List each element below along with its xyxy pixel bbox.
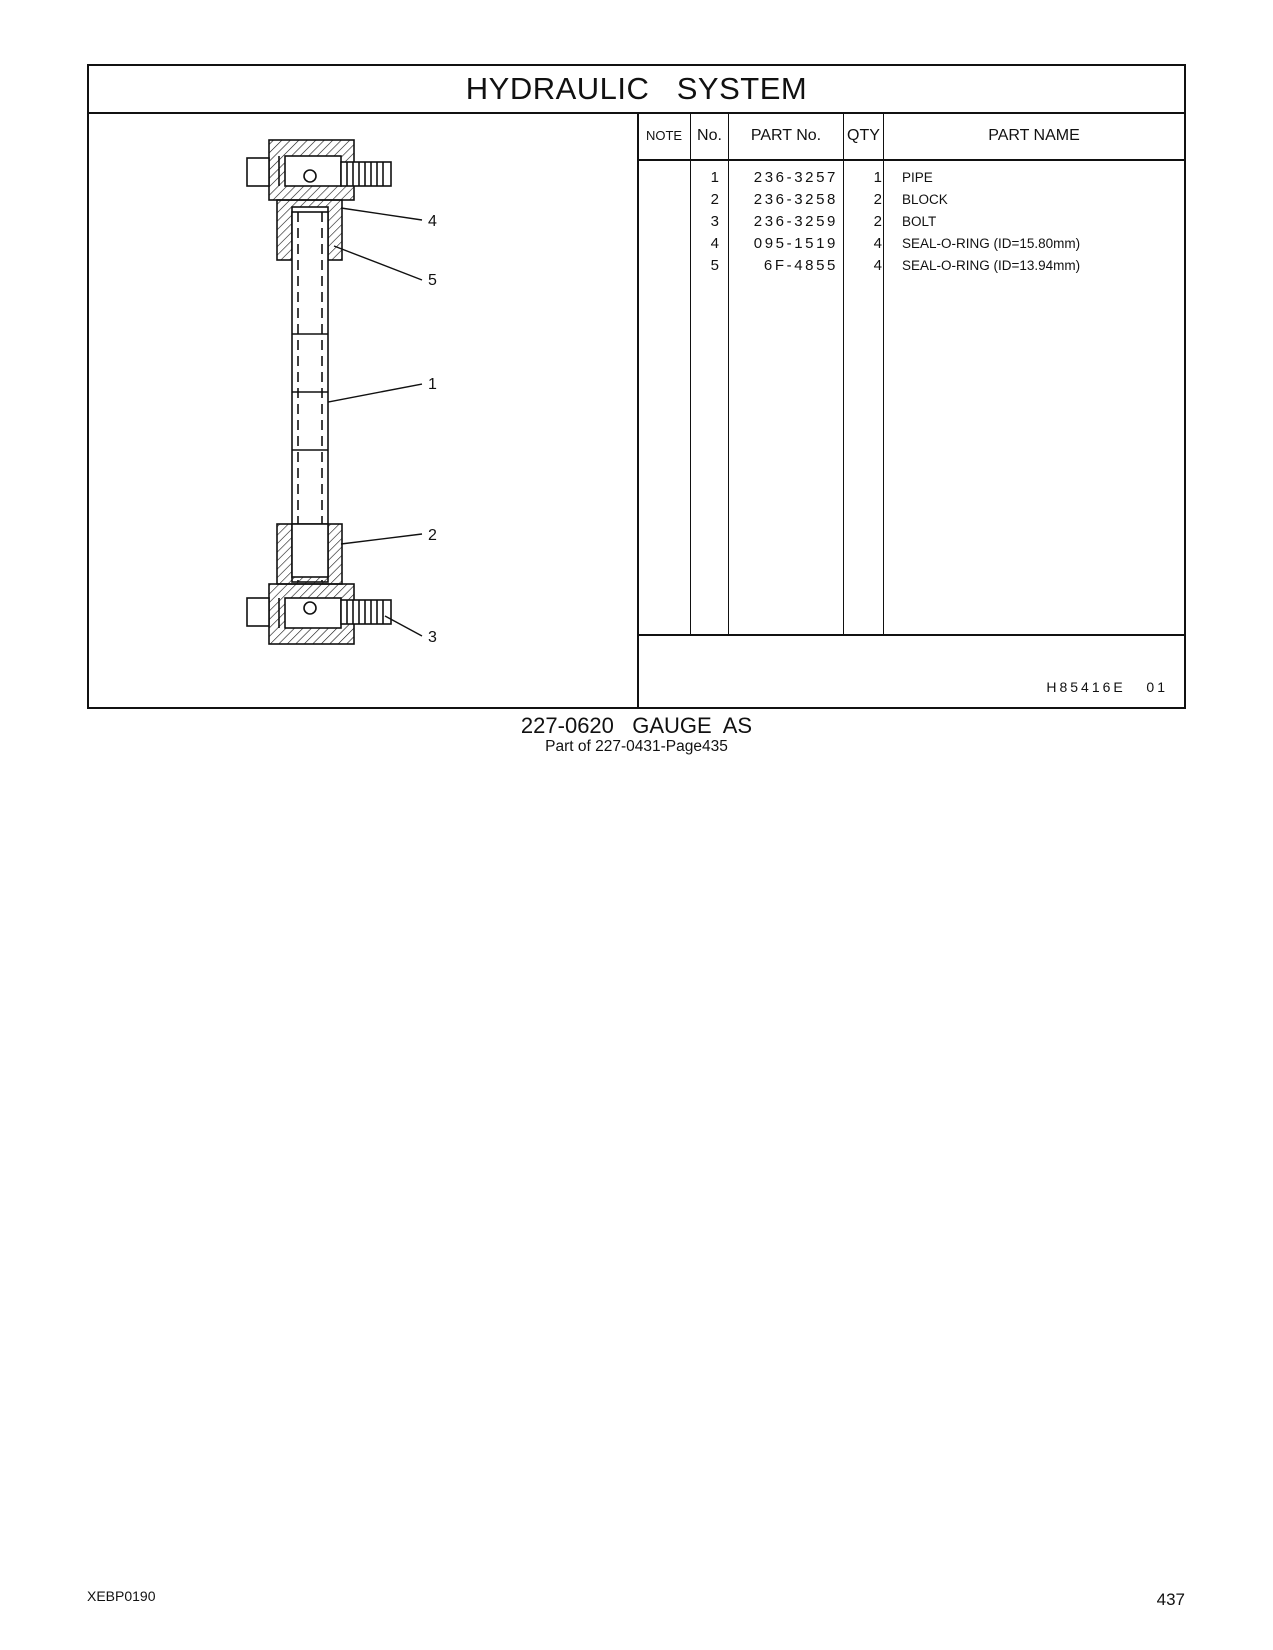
row-part-no: 6F-4855 xyxy=(763,257,838,274)
bottom-block xyxy=(247,524,354,644)
row-part-name: BLOCK xyxy=(902,192,948,207)
header-part-no: PART No. xyxy=(750,126,822,144)
row-no: 2 xyxy=(710,191,719,208)
leader-line-2 xyxy=(341,534,422,544)
callout-1: 1 xyxy=(428,376,437,393)
row-qty: 4 xyxy=(873,235,882,252)
exploded-view-illustration xyxy=(89,112,639,707)
table-row xyxy=(638,254,1184,277)
row-part-name: SEAL-O-RING (ID=15.80mm) xyxy=(902,236,1081,251)
row-part-no: 236-3257 xyxy=(753,169,838,186)
section-title: HYDRAULIC SYSTEM xyxy=(465,71,808,106)
parts-table-footer xyxy=(638,634,1184,707)
callout-4: 4 xyxy=(428,213,437,230)
row-no: 4 xyxy=(710,235,719,252)
callout-2: 2 xyxy=(428,527,437,544)
table-row xyxy=(638,210,1184,233)
row-part-no: 095-1519 xyxy=(753,235,838,252)
leader-line-3 xyxy=(385,616,422,636)
parts-table-header xyxy=(638,112,1184,161)
callout-3: 3 xyxy=(428,629,437,646)
parts-table xyxy=(638,112,1184,707)
leader-line-5 xyxy=(334,246,422,280)
parts-page-frame xyxy=(87,64,1186,709)
header-part-name: PART NAME xyxy=(988,126,1080,144)
table-row xyxy=(638,232,1184,255)
row-no: 3 xyxy=(710,213,719,230)
leader-line-1 xyxy=(328,384,422,402)
row-part-no: 236-3259 xyxy=(753,213,838,230)
leader-line-4 xyxy=(341,208,422,220)
callout-5: 5 xyxy=(428,272,437,289)
row-no: 1 xyxy=(710,169,719,186)
assembly-reference: Part of 227-0431-Page435 xyxy=(545,738,728,755)
document-code: XEBP0190 xyxy=(87,1588,156,1604)
row-part-name: BOLT xyxy=(902,214,937,229)
row-qty: 1 xyxy=(873,169,882,186)
gauge-assembly-drawing xyxy=(89,112,637,709)
row-no: 5 xyxy=(710,257,719,274)
row-qty: 2 xyxy=(873,213,882,230)
table-row xyxy=(638,188,1184,211)
row-part-name: SEAL-O-RING (ID=13.94mm) xyxy=(902,258,1081,273)
row-qty: 2 xyxy=(873,191,882,208)
row-part-no: 236-3258 xyxy=(753,191,838,208)
header-no: No. xyxy=(697,126,722,144)
drawing-id: H85416E 01 xyxy=(1046,679,1168,695)
row-part-name: PIPE xyxy=(902,170,933,185)
bottom-bolt xyxy=(341,600,391,624)
top-bolt xyxy=(341,162,391,186)
table-row xyxy=(638,166,1184,189)
parts-table-body xyxy=(638,160,1184,635)
page-number: 437 xyxy=(1156,1590,1185,1609)
row-qty: 4 xyxy=(873,257,882,274)
header-qty: QTY xyxy=(847,126,880,144)
section-title-bar xyxy=(89,66,1184,114)
header-note: NOTE xyxy=(645,128,683,143)
assembly-title: 227-0620 GAUGE AS xyxy=(520,713,753,738)
